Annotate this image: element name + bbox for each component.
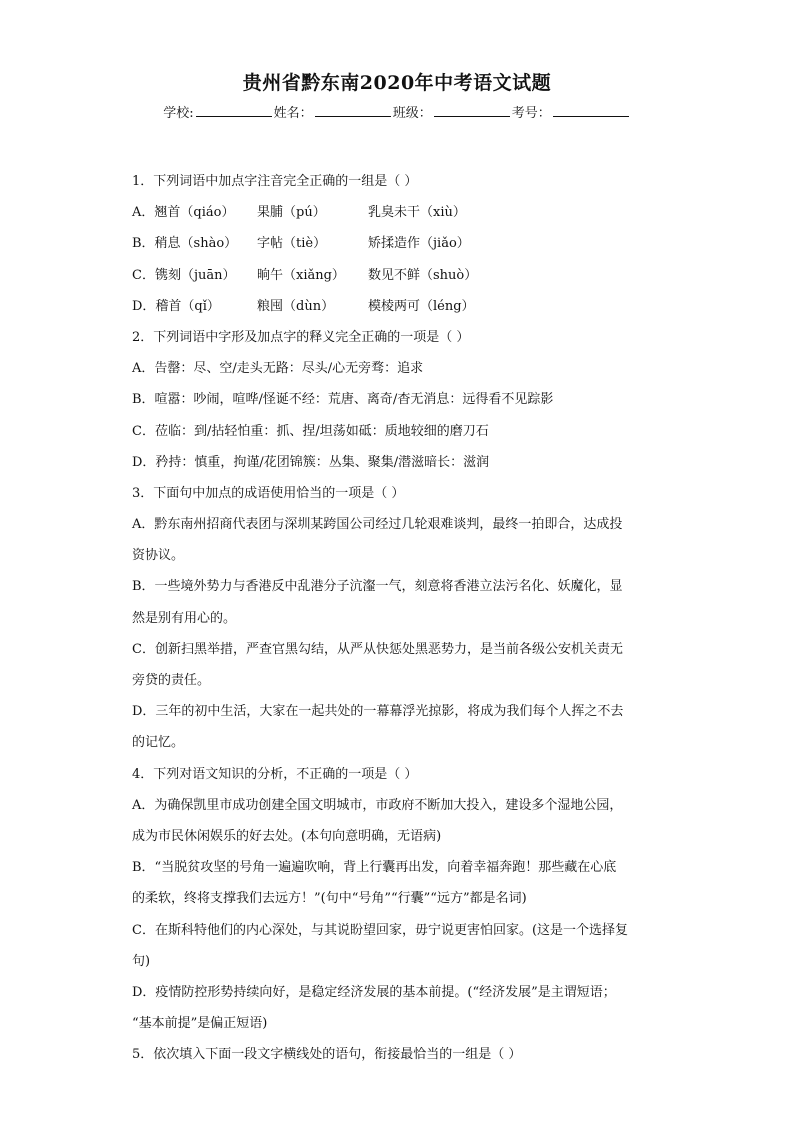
option-item: 晌午（xiǎng） (257, 267, 345, 283)
question-3-option-d-line1: D．三年的初中生活，大家在一起共处的一幕幕浮光掠影，将成为我们每个人挥之不去 (132, 704, 624, 720)
question-4-option-c-line2: 句) (132, 953, 151, 969)
question-2-option-d: D．矜持：慎重，拘谨/花团锦簇：丛集、聚集/潜滋暗长：滋润 (132, 454, 490, 470)
option-item: 果脯（pú） (257, 205, 326, 221)
option-item: 数见不鲜（shuò） (368, 267, 478, 283)
name-blank[interactable] (315, 102, 391, 117)
option-item: A．翘首（qiáo） (132, 205, 235, 221)
name-label: 姓名： (273, 106, 313, 121)
school-blank[interactable] (196, 102, 272, 117)
question-4-option-a-line2: 成为市民休闲娱乐的好去处。(本句向意明确，无语病) (132, 828, 442, 844)
option-item: 粮囤（dùn） (257, 298, 335, 314)
question-2-option-c: C．莅临：到/拈轻怕重：抓、捏/坦荡如砥：质地较细的磨刀石 (132, 423, 489, 439)
question-5-stem: 5．依次填入下面一段文字横线处的语句，衔接最恰当的一组是（ ） (132, 1047, 522, 1063)
option-item: 乳臭未干（xiù） (368, 205, 466, 221)
question-4-option-a-line1: A．为确保凯里市成功创建全国文明城市，市政府不断加大投入，建设多个湿地公园， (132, 797, 623, 813)
question-1-option-b (132, 228, 672, 259)
question-4-option-b-line2: 的柔软，终将支撑我们去远方！”(句中“号角”“行囊”“远方”都是名词) (132, 891, 527, 907)
question-1-option-d (132, 291, 672, 322)
question-3-option-c-line1: C．创新扫黑举措，严查官黑勾结，从严从快惩处黑恶势力，是当前各级公安机关责无 (132, 641, 623, 657)
student-info-line (0, 102, 794, 121)
question-3-option-a-line1: A．黔东南州招商代表团与深圳某跨国公司经过几轮艰难谈判，最终一拍即合，达成投 (132, 517, 623, 533)
question-1-option-a (132, 197, 672, 228)
question-3-option-b-line1: B．一些境外势力与香港反中乱港分子沆瀣一气，刻意将香港立法污名化、妖魔化，显 (132, 579, 623, 595)
question-4-option-d-line1: D．疫情防控形势持续向好，是稳定经济发展的基本前提。(“经济发展”是主谓短语； (132, 984, 616, 1000)
exam-no-label: 考号： (511, 106, 551, 121)
question-2-stem: 2．下列词语中字形及加点字的释义完全正确的一项是（ ） (132, 329, 470, 345)
question-1-option-c (132, 260, 672, 291)
school-label: 学校: (163, 106, 194, 121)
exam-no-blank[interactable] (553, 102, 629, 117)
question-3-stem: 3．下面句中加点的成语使用恰当的一项是（ ） (132, 485, 405, 501)
question-4-option-d-line2: “基本前提”是偏正短语) (132, 1016, 268, 1032)
class-blank[interactable] (434, 102, 510, 117)
option-item: 模棱两可（léng） (368, 298, 475, 314)
page-title: 贵州省黔东南2020年中考语文试题 (242, 72, 552, 94)
class-label: 班级： (392, 106, 432, 121)
questions-body (132, 166, 672, 1070)
question-4-option-b-line1: B．“当脱贫攻坚的号角一遍遍吹响，背上行囊再出发，向着幸福奔跑！那些藏在心底 (132, 860, 617, 876)
question-3-option-c-line2: 旁贷的责任。 (132, 673, 211, 688)
option-item: B．稍息（shào） (132, 236, 238, 252)
question-3-option-a-line2: 资协议。 (132, 548, 185, 564)
question-1-stem: 1．下列词语中加点字注音完全正确的一组是（ ） (132, 174, 418, 189)
option-item: 矫揉造作（jiǎo） (368, 236, 470, 252)
question-3-option-b-line2: 然是别有用心的。 (132, 610, 237, 626)
question-4-option-c-line1: C．在斯科特他们的内心深处，与其说盼望回家，毋宁说更害怕回家。(这是一个选择复 (132, 922, 629, 938)
question-3-option-d-line2: 的记忆。 (132, 735, 185, 751)
option-item: C．镌刻（juān） (132, 267, 236, 283)
question-4-stem: 4．下列对语文知识的分析，不正确的一项是（ ） (132, 766, 418, 782)
question-2-option-b: B．喧嚣：吵闹，喧哗/怪诞不经：荒唐、离奇/杳无消息：远得看不见踪影 (132, 392, 554, 408)
option-item: 字帖（tiè） (257, 236, 327, 252)
question-2-option-a: A．告罄：尽、空/走头无路：尽头/心无旁骛：追求 (132, 361, 424, 377)
option-item: D．稽首（qǐ） (132, 298, 220, 314)
